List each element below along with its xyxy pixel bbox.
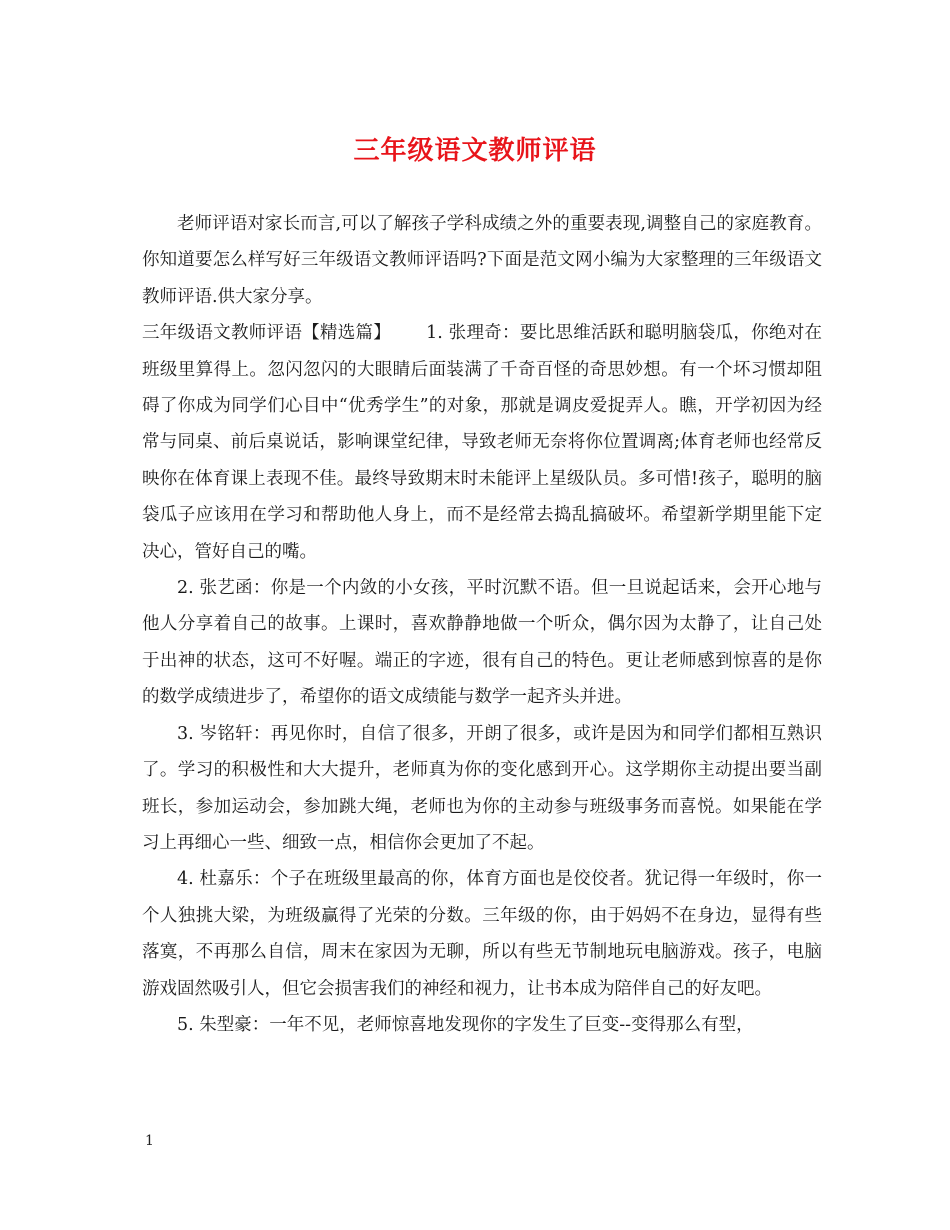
section-heading: 三年级语文教师评语【精选篇】 — [142, 323, 392, 344]
heading-spacer — [391, 323, 426, 343]
comment-paragraph-4: 4. 杜嘉乐：个子在班级里最高的你，体育方面也是佼佼者。犹记得一年级时，你一个人独挑大梁，为班级赢得了光荣的分数。三年级的你，由于妈妈不在身边，显得有些落寞，不再那么自信，周末在家因为无聊，所以有些无节制地玩电脑游戏。孩子，电脑游戏固然吸引人，但它会损害我们的神经和视力，让书本成为陪伴自己的好友吧。 — [142, 869, 822, 999]
comment-1-text: 1. 张理奇：要比思维活跃和聪明脑袋瓜，你绝对在班级里算得上。忽闪忽闪的大眼睛后面装满了千奇百怪的奇思妙想。有一个坏习惯却阻碍了你成为同学们心目中“优秀学生”的对象，那就是调皮爱捉弄人。瞧，开学初因为经常与同桌、前后桌说话，影响课堂纪律，导致老师无奈将你位置调离;体育老师也经常反映你在体育课上表现不佳。最终导致期末时未能评上星级队员。多可惜!孩子，聪明的脑袋瓜子应该用在学习和帮助他人身上，而不是经常去捣乱搞破坏。希望新学期里能下定决心，管好自己的嘴。 — [142, 323, 822, 562]
comment-paragraph-5: 5. 朱型豪：一年不见，老师惊喜地发现你的字发生了巨变--变得那么有型， — [177, 1014, 754, 1035]
intro-paragraph: 老师评语对家长而言,可以了解孩子学科成绩之外的重要表现,调整自己的家庭教育。你知道要怎么样写好三年级语文教师评语吗?下面是范文网小编为大家整理的三年级语文教师评语.供大家分享。 — [142, 214, 822, 307]
page-number: 1 — [145, 1133, 154, 1149]
comment-paragraph-1 — [142, 315, 822, 570]
comment-paragraph-2: 2. 张艺函：你是一个内敛的小女孩，平时沉默不语。但一旦说起话来，会开心地与他人分享着自己的故事。上课时，喜欢静静地做一个听众，偶尔因为太静了，让自己处于出神的状态，这可不好喔。端正的字迹，很有自己的特色。更让老师感到惊喜的是你的数学成绩进步了，希望你的语文成绩能与数学一起齐头并进。 — [142, 578, 822, 708]
comment-paragraph-3: 3. 岑铭轩：再见你时，自信了很多，开朗了很多，或许是因为和同学们都相互熟识了。学习的积极性和大大提升，老师真为你的变化感到开心。这学期你主动提出要当副班长，参加运动会，参加跳大绳，老师也为你的主动参与班级事务而喜悦。如果能在学习上再细心一些、细致一点，相信你会更加了不起。 — [142, 723, 822, 853]
document-body — [142, 206, 822, 1043]
document-title: 三年级语文教师评语 — [353, 136, 597, 166]
